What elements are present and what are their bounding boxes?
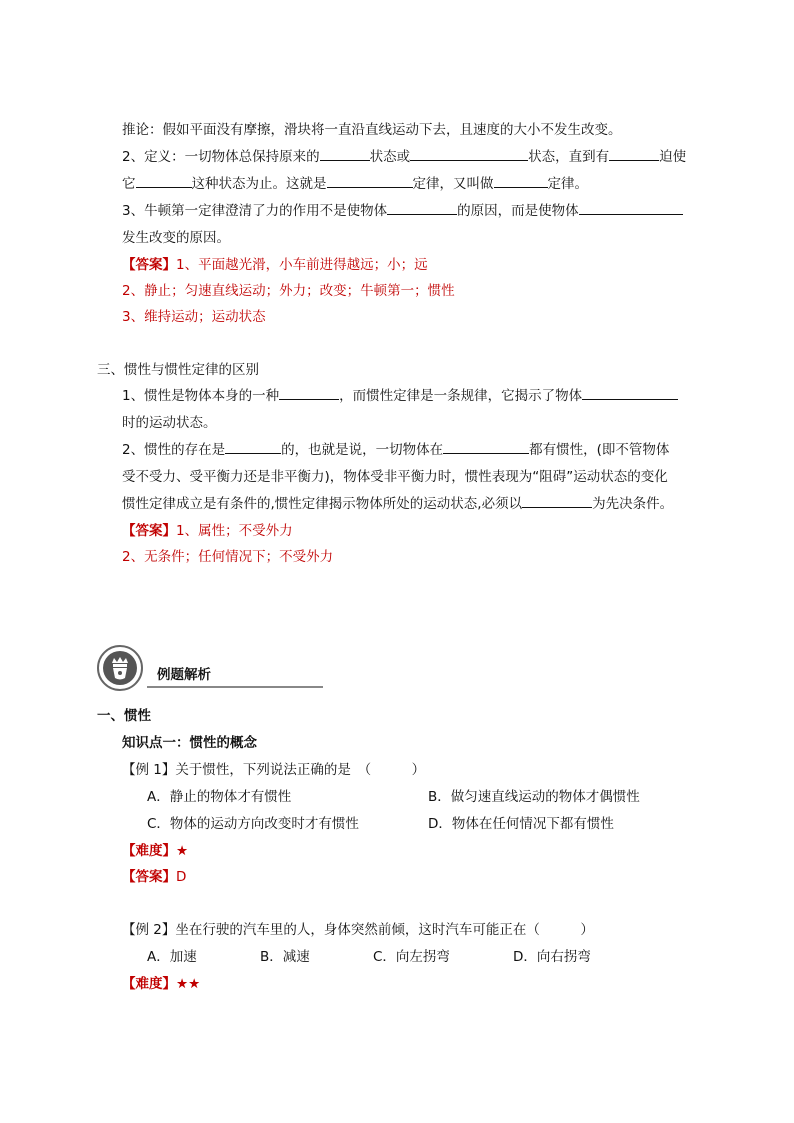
example-2-difficulty: 【难度】★★	[122, 976, 201, 992]
answer-blank	[522, 494, 592, 508]
definition-line-2: 它 这种状态为止。这就是 定律，又叫做 定律。	[122, 176, 588, 192]
answer-blank	[579, 201, 683, 215]
crown-seal-icon	[97, 645, 143, 691]
example-2-option-d: D．向右拐弯	[513, 949, 591, 965]
newton-law-line-1: 3、牛顿第一定律澄清了力的作用不是使物体 的原因，而是使物体	[122, 201, 683, 221]
example-1-stem: 【例 1】关于惯性，下列说法正确的是 （ ）	[122, 762, 426, 778]
inference-text: 推论：假如平面没有摩擦，滑块将一直沿直线运动下去，且速度的大小不发生改变。	[122, 122, 622, 138]
inertia-line-3: 2、惯性的存在是 的，也就是说，一切物体在 都有惯性，(即不管物体	[122, 442, 670, 458]
answer-blank	[225, 440, 281, 454]
section-3-title: 三、惯性与惯性定律的区别	[97, 362, 259, 378]
inertia-line-5: 惯性定律成立是有条件的,惯性定律揭示物体所处的运动状态,必须以 为先决条件。	[122, 496, 674, 512]
example-2-option-b: B．减速	[260, 949, 310, 965]
answer-line-2: 2、静止；匀速直线运动；外力；改变；牛顿第一；惯性	[122, 283, 455, 299]
answer-blank	[410, 147, 528, 161]
example-2-option-a: A．加速	[147, 949, 197, 965]
answer-blank	[609, 147, 659, 161]
example-1-option-c: C．物体的运动方向改变时才有惯性	[147, 816, 359, 832]
example-1-answer: 【答案】D	[122, 869, 187, 885]
newton-law-line-2: 发生改变的原因。	[122, 230, 230, 246]
answer-blank	[136, 174, 192, 188]
answer-blank	[443, 440, 529, 454]
inertia-line-2: 时的运动状态。	[122, 415, 217, 431]
example-1-option-a: A．静止的物体才有惯性	[147, 789, 292, 805]
answer-line-1: 【答案】1、平面越光滑，小车前进得越远；小；远	[122, 257, 428, 273]
example-1-difficulty: 【难度】★	[122, 843, 189, 859]
answer-blank	[494, 174, 548, 188]
example-1-option-d: D．物体在任何情况下都有惯性	[428, 816, 614, 832]
inertia-line-1: 1、惯性是物体本身的一种 ，而惯性定律是一条规律，它揭示了物体	[122, 386, 678, 406]
answer-label: 【答案】	[122, 523, 176, 539]
difficulty-stars: ★	[176, 843, 189, 859]
answer-line-3: 3、维持运动；运动状态	[122, 309, 266, 325]
answer-blank	[327, 174, 413, 188]
answer-blank	[387, 201, 457, 215]
example-2-stem: 【例 2】坐在行驶的汽车里的人，身体突然前倾，这时汽车可能正在（ ）	[122, 922, 594, 938]
example-2-option-c: C．向左拐弯	[373, 949, 450, 965]
answer-blank	[320, 147, 370, 161]
section-3-answer-2: 2、无条件；任何情况下；不受外力	[122, 549, 334, 565]
knowledge-point-title: 知识点一：惯性的概念	[122, 735, 257, 751]
answer-blank	[582, 386, 678, 400]
difficulty-stars: ★★	[176, 976, 201, 992]
example-1-option-b: B．做匀速直线运动的物体才偶惯性	[428, 789, 640, 805]
inertia-line-4: 受不受力、受平衡力还是非平衡力)，物体受非平衡力时，惯性表现为“阻碍”运动状态的变化	[122, 469, 668, 485]
examples-header	[97, 645, 237, 690]
definition-line-1: 2、定义：一切物体总保持原来的 状态或 状态，直到有 迫使	[122, 149, 687, 165]
answer-label: 【答案】	[122, 257, 176, 273]
examples-header-title: 例题解析	[157, 667, 211, 683]
answer-blank	[279, 386, 339, 400]
header-divider	[147, 686, 323, 688]
examples-section-title: 一、惯性	[97, 708, 151, 724]
section-3-answer-1: 【答案】1、属性；不受外力	[122, 523, 293, 539]
